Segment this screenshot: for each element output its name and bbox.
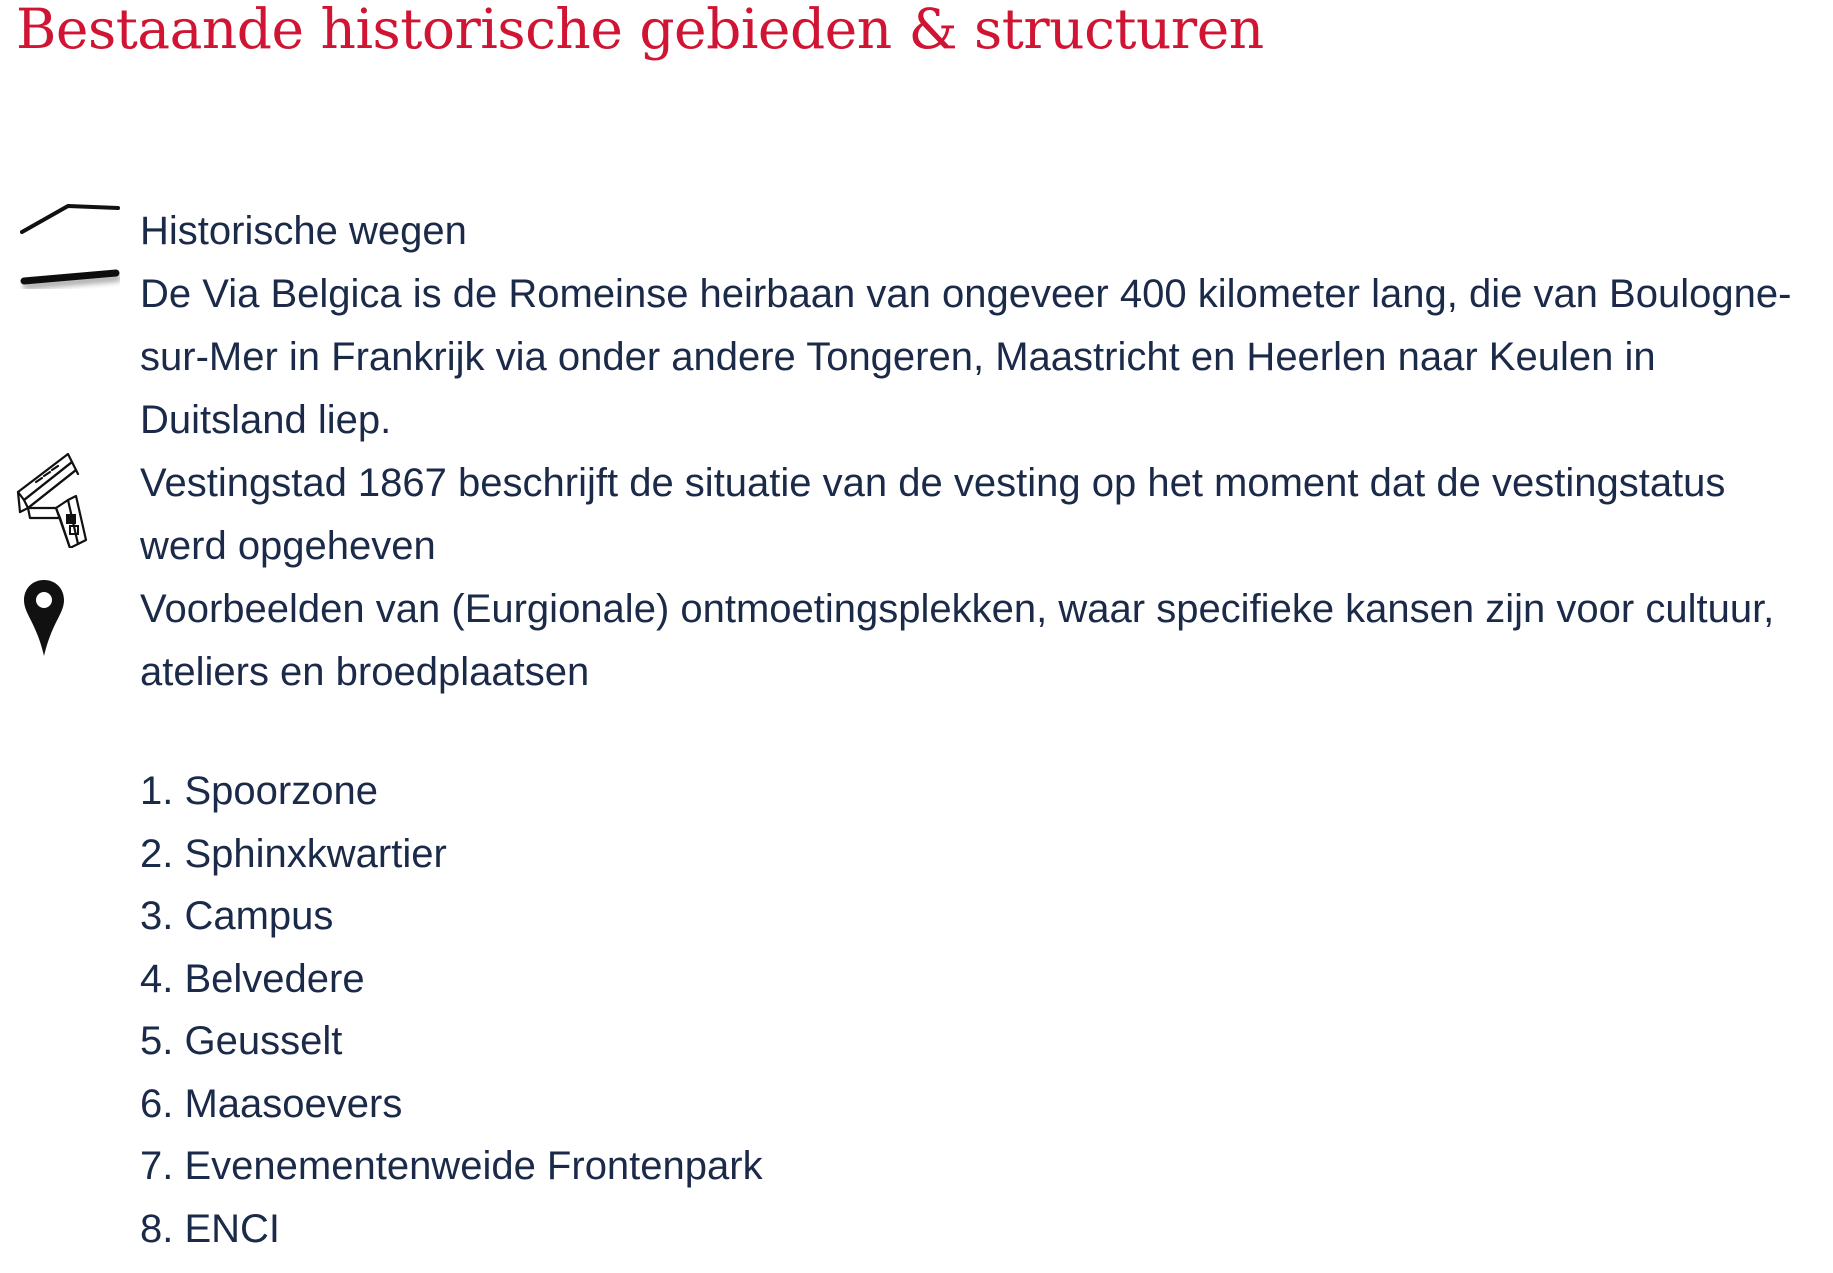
historic-road-icon [20, 202, 120, 242]
list-item: 6. Maasoevers [140, 1081, 403, 1126]
legend-item-fortress [0, 452, 1820, 578]
list-item: 7. Evenementenweide Frontenpark [140, 1144, 763, 1188]
legend-item-label: Voorbeelden van (Eurgionale) ontmoetingsplekken, waar specifieke kansen zijn voor cultuur, ateliers en broedplaatsen [140, 587, 1775, 694]
legend-item-label: Vestingstad 1867 beschrijft de situatie van de vesting op het moment dat de vestingstatus werd opgeheven [140, 461, 1726, 568]
legend-item-label: De Via Belgica is de Romeinse heirbaan van ongeveer 400 kilometer lang, die van Boulogne-sur-Mer in Frankrijk via onder andere Tongeren, Maastricht en Heerlen naar Keulen in Duitsland liep. [140, 272, 1792, 442]
legend-item-historic-roads [0, 200, 1820, 263]
fortress-wall-icon [16, 452, 96, 548]
legend-item-via-belgica [0, 263, 1820, 452]
legend-item-meeting-places [0, 578, 1820, 704]
map-pin-icon [22, 578, 66, 658]
legend [0, 200, 1833, 704]
via-belgica-road-icon [20, 267, 120, 309]
legend-item-label: Historische wegen [140, 209, 467, 253]
list-item: 5. Geusselt [140, 1019, 343, 1063]
places-list [140, 760, 763, 1260]
list-item: 3. Campus [140, 894, 334, 938]
page-title: Bestaande historische gebieden & structuren [16, 0, 1264, 61]
list-item: 2. Sphinxkwartier [140, 831, 447, 876]
list-item: 4. Belvedere [140, 956, 365, 1001]
list-item: 1. Spoorzone [140, 769, 378, 813]
list-item: 8. ENCI [140, 1206, 281, 1251]
